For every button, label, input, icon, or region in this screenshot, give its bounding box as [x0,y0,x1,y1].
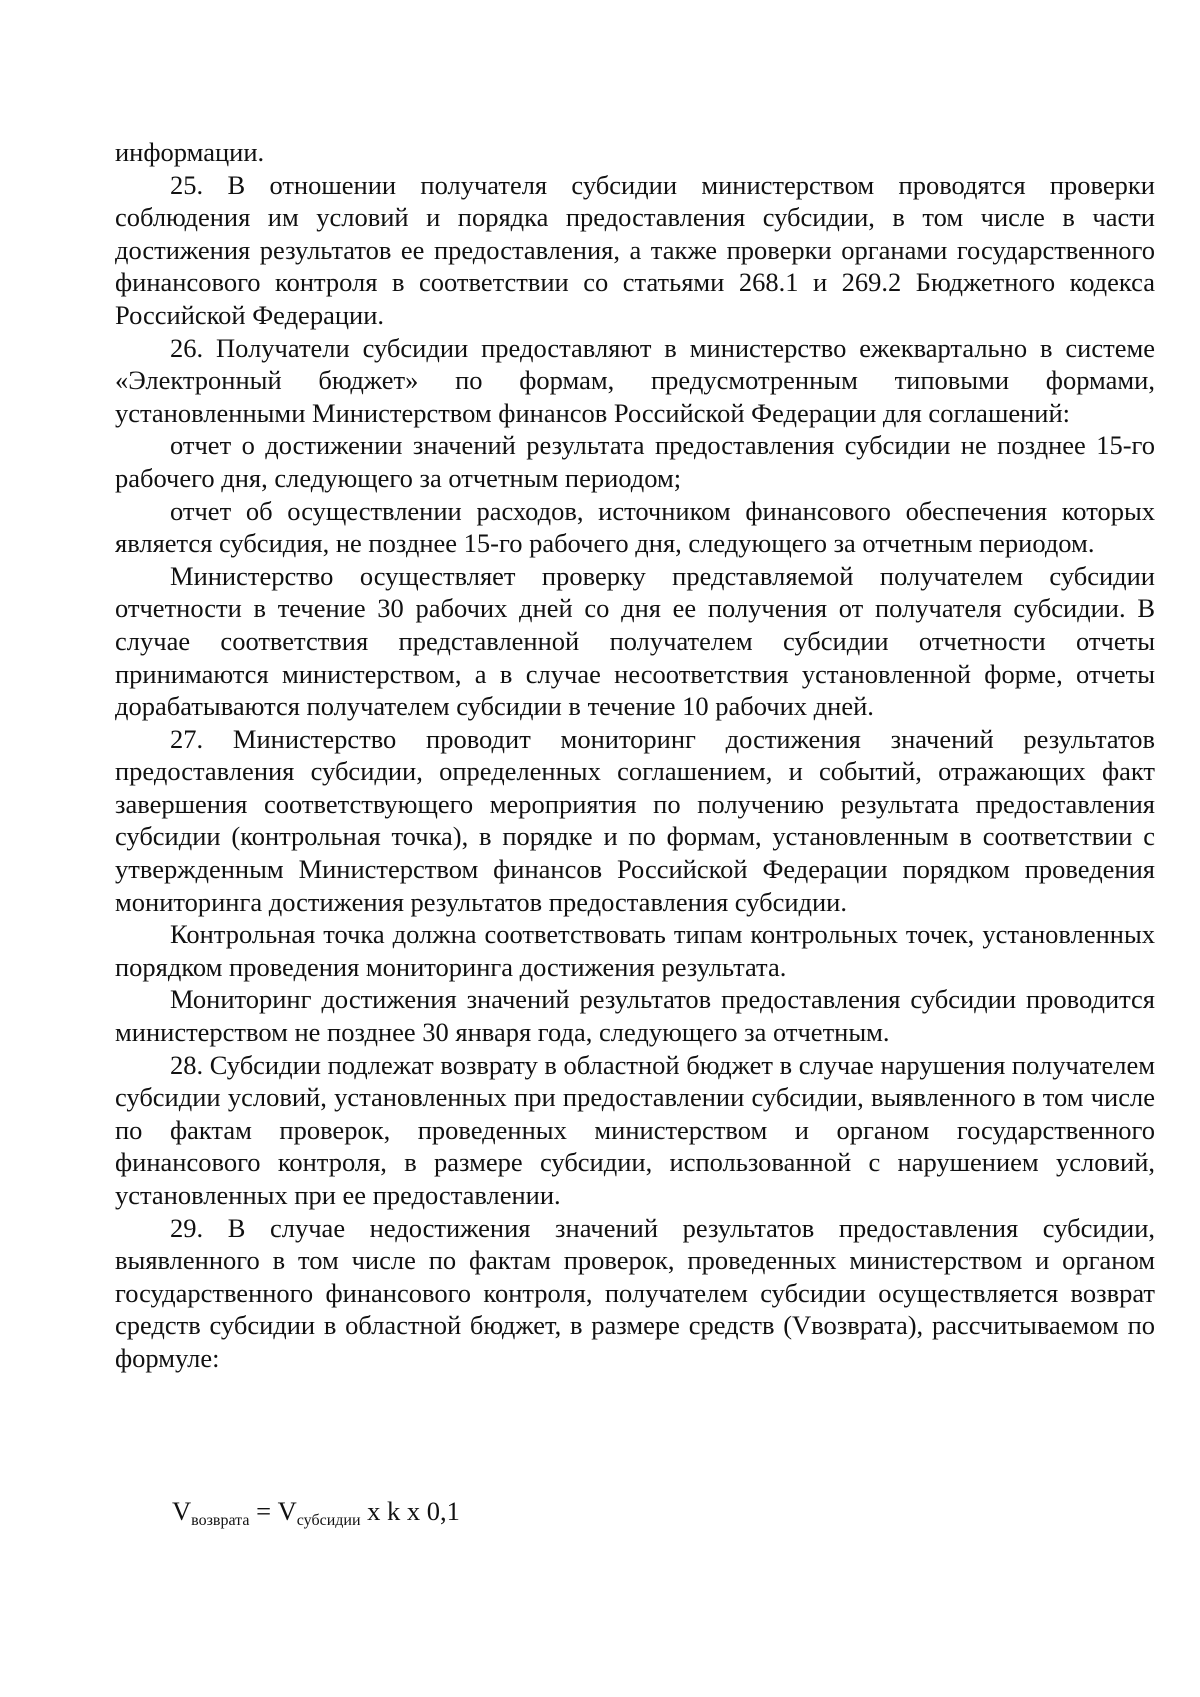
paragraph-clause-26: 26. Получатели субсидии предоставляют в министерство ежеквартально в системе «Электронный бюджет» по формам, предусмотренным типовыми формами, установленными Министерством финансов Российской Федерации для соглашений: [115,332,1155,428]
paragraph-report-results: отчет о достижении значений результата предоставления субсидии не позднее 15-го рабочего дня, следующего за отчетным периодом; [115,430,1155,493]
formula-lhs-subscript: возврата [191,1512,250,1529]
formula-rest: x k x 0,1 [360,1496,460,1526]
paragraph-clause-28: 28. Субсидии подлежат возврату в областной бюджет в случае нарушения получателем субсидии условий, установленных при предоставлении субсидии, выявленного в том числе по фактам проверок, проведенных министерством и органом государственного финансового контроля, в размере субсидии, использованной с нарушением условий, установленных при ее предоставлении. [115,1049,1155,1210]
formula-equals: = [249,1496,278,1526]
paragraph-clause-27: 27. Министерство проводит мониторинг достижения значений результатов предоставления субсидии, определенных соглашением, и событий, отражающих факт завершения соответствующего мероприятия по получению результата предоставления субсидии (контрольная точка), в порядке и по формам, установленным в соответствии с утвержденным Министерством финансов Российской Федерации порядком проведения мониторинга достижения результатов предоставления субсидии. [115,723,1155,917]
paragraph-continuation: информации. [115,137,265,167]
paragraph-clause-29: 29. В случае недостижения значений результатов предоставления субсидии, выявленного в том числе по фактам проверок, проведенных министерством и органом государственного финансового контроля, получателем субсидии осуществляется возврат средств субсидии в областной бюджет, в размере средств (Vвозврата), рассчитываемом по формуле: [115,1212,1155,1373]
paragraph-ministry-check: Министерство осуществляет проверку представляемой получателем субсидии отчетности в течение 30 рабочих дней со дня ее получения от получателя субсидии. В случае соответствия представленной получателем субсидии отчетности отчеты принимаются министерством, а в случае несоответствия установленной форме, отчеты дорабатываются получателем субсидии в течение 10 рабочих дней. [115,560,1155,722]
paragraph-monitoring: Мониторинг достижения значений результатов предоставления субсидии проводится министерством не позднее 30 января года, следующего за отчетным. [115,984,1155,1048]
formula-lhs-symbol: V [172,1496,192,1526]
paragraph-clause-25: 25. В отношении получателя субсидии министерством проводятся проверки соблюдения им условий и порядка предоставления субсидии, в том числе в части достижения результатов ее предоставления, а также проверки органами государственного финансового контроля в соответствии со статьями 268.1 и 269.2 Бюджетного кодекса Российской Федерации. [115,169,1155,330]
formula-rhs-symbol: V [277,1496,297,1526]
formula-rhs-subscript: субсидии [296,1512,361,1529]
return-formula [172,1495,460,1527]
paragraph-report-expenses: отчет об осуществлении расходов, источником финансового обеспечения которых является субсидия, не позднее 15-го рабочего дня, следующего за отчетным периодом. [115,495,1155,559]
document-body [115,136,1155,1375]
paragraph-control-point: Контрольная точка должна соответствовать типам контрольных точек, установленных порядком проведения мониторинга достижения результата. [115,919,1155,982]
